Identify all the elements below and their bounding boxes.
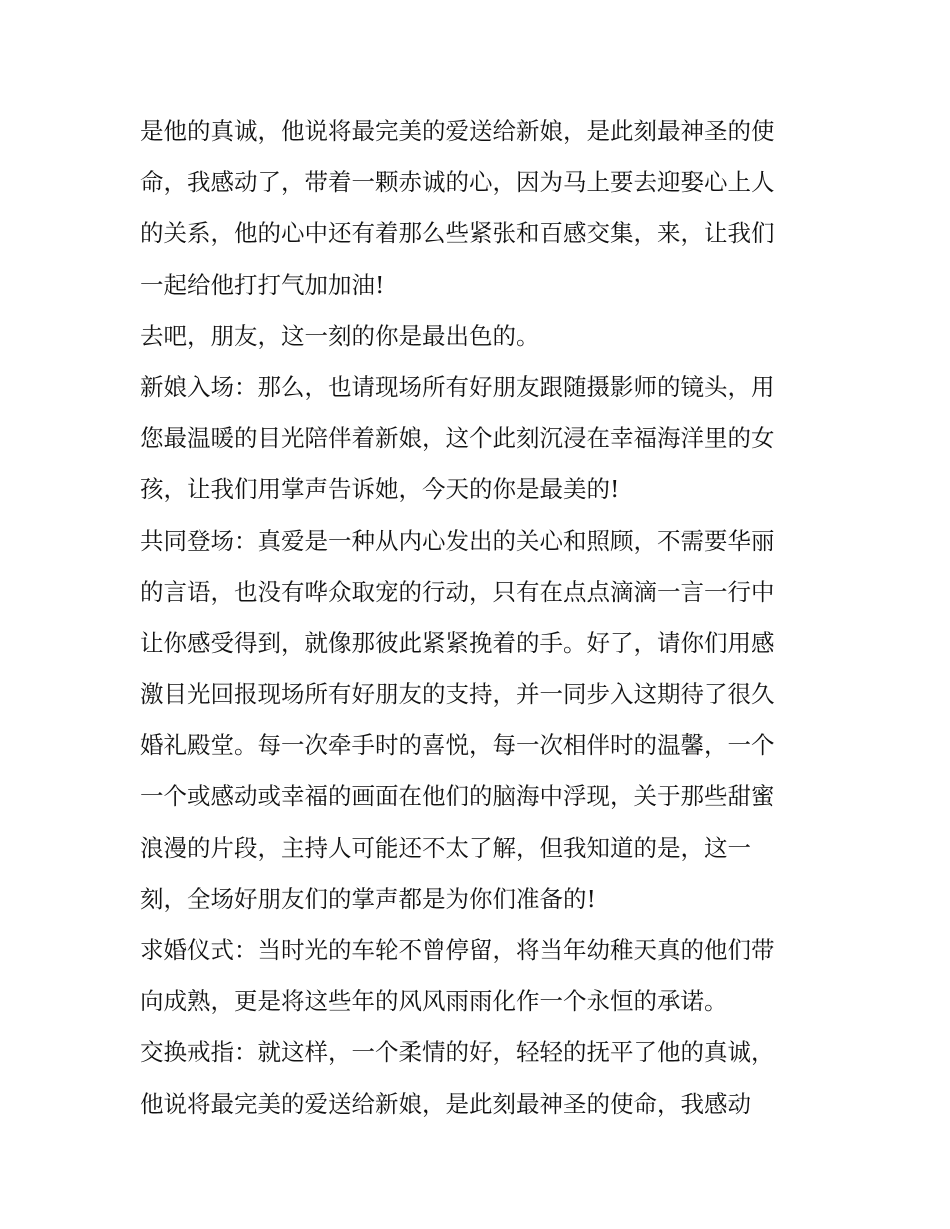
text-line: 激目光回报现场所有好朋友的支持，并一同步入这期待了很久: [140, 680, 775, 709]
text-line: 浪漫的片段，主持人可能还不太了解，但我知道的是，这一: [140, 833, 751, 862]
text-line: 交换戒指：就这样，一个柔情的好，轻轻的抚平了他的真诚，: [140, 1038, 775, 1067]
text-line: 您最温暖的目光陪伴着新娘，这个此刻沉浸在幸福海洋里的女: [140, 424, 775, 453]
text-line: 命，我感动了，带着一颗赤诚的心，因为马上要去迎娶心上人: [140, 168, 775, 197]
text-line: 孩，让我们用掌声告诉她，今天的你是最美的!: [140, 475, 620, 504]
text-line: 让你感受得到，就像那彼此紧紧挽着的手。好了，请你们用感: [140, 628, 775, 657]
text-line: 他说将最完美的爱送给新娘，是此刻最神圣的使命，我感动: [140, 1089, 751, 1118]
text-line: 求婚仪式：当时光的车轮不曾停留，将当年幼稚天真的他们带: [140, 936, 775, 964]
body-text: [140, 106, 820, 1130]
text-line: 一起给他打打气加加油!: [140, 270, 385, 299]
text-line: 一个或感动或幸福的画面在他们的脑海中浮现，关于那些甜蜜: [140, 782, 775, 811]
text-line: 新娘入场：那么，也请现场所有好朋友跟随摄影师的镜头，用: [140, 372, 775, 401]
text-line: 向成熟，更是将这些年的风风雨雨化作一个永恒的承诺。: [140, 987, 728, 1016]
text-line: 是他的真诚，他说将最完美的爱送给新娘，是此刻最神圣的使: [140, 117, 775, 145]
text-line: 婚礼殿堂。每一次牵手时的喜悦，每一次相伴时的温馨，一个: [140, 731, 775, 760]
text-line: 的关系，他的心中还有着那么些紧张和百感交集，来，让我们: [140, 219, 775, 248]
text-line: 去吧，朋友，这一刻的你是最出色的。: [140, 321, 540, 350]
text-line: 刻，全场好朋友们的掌声都是为你们准备的!: [140, 884, 596, 913]
text-line: 共同登场：真爱是一种从内心发出的关心和照顾，不需要华丽: [140, 526, 775, 555]
text-line: 的言语，也没有哗众取宠的行动，只有在点点滴滴一言一行中: [140, 577, 775, 606]
